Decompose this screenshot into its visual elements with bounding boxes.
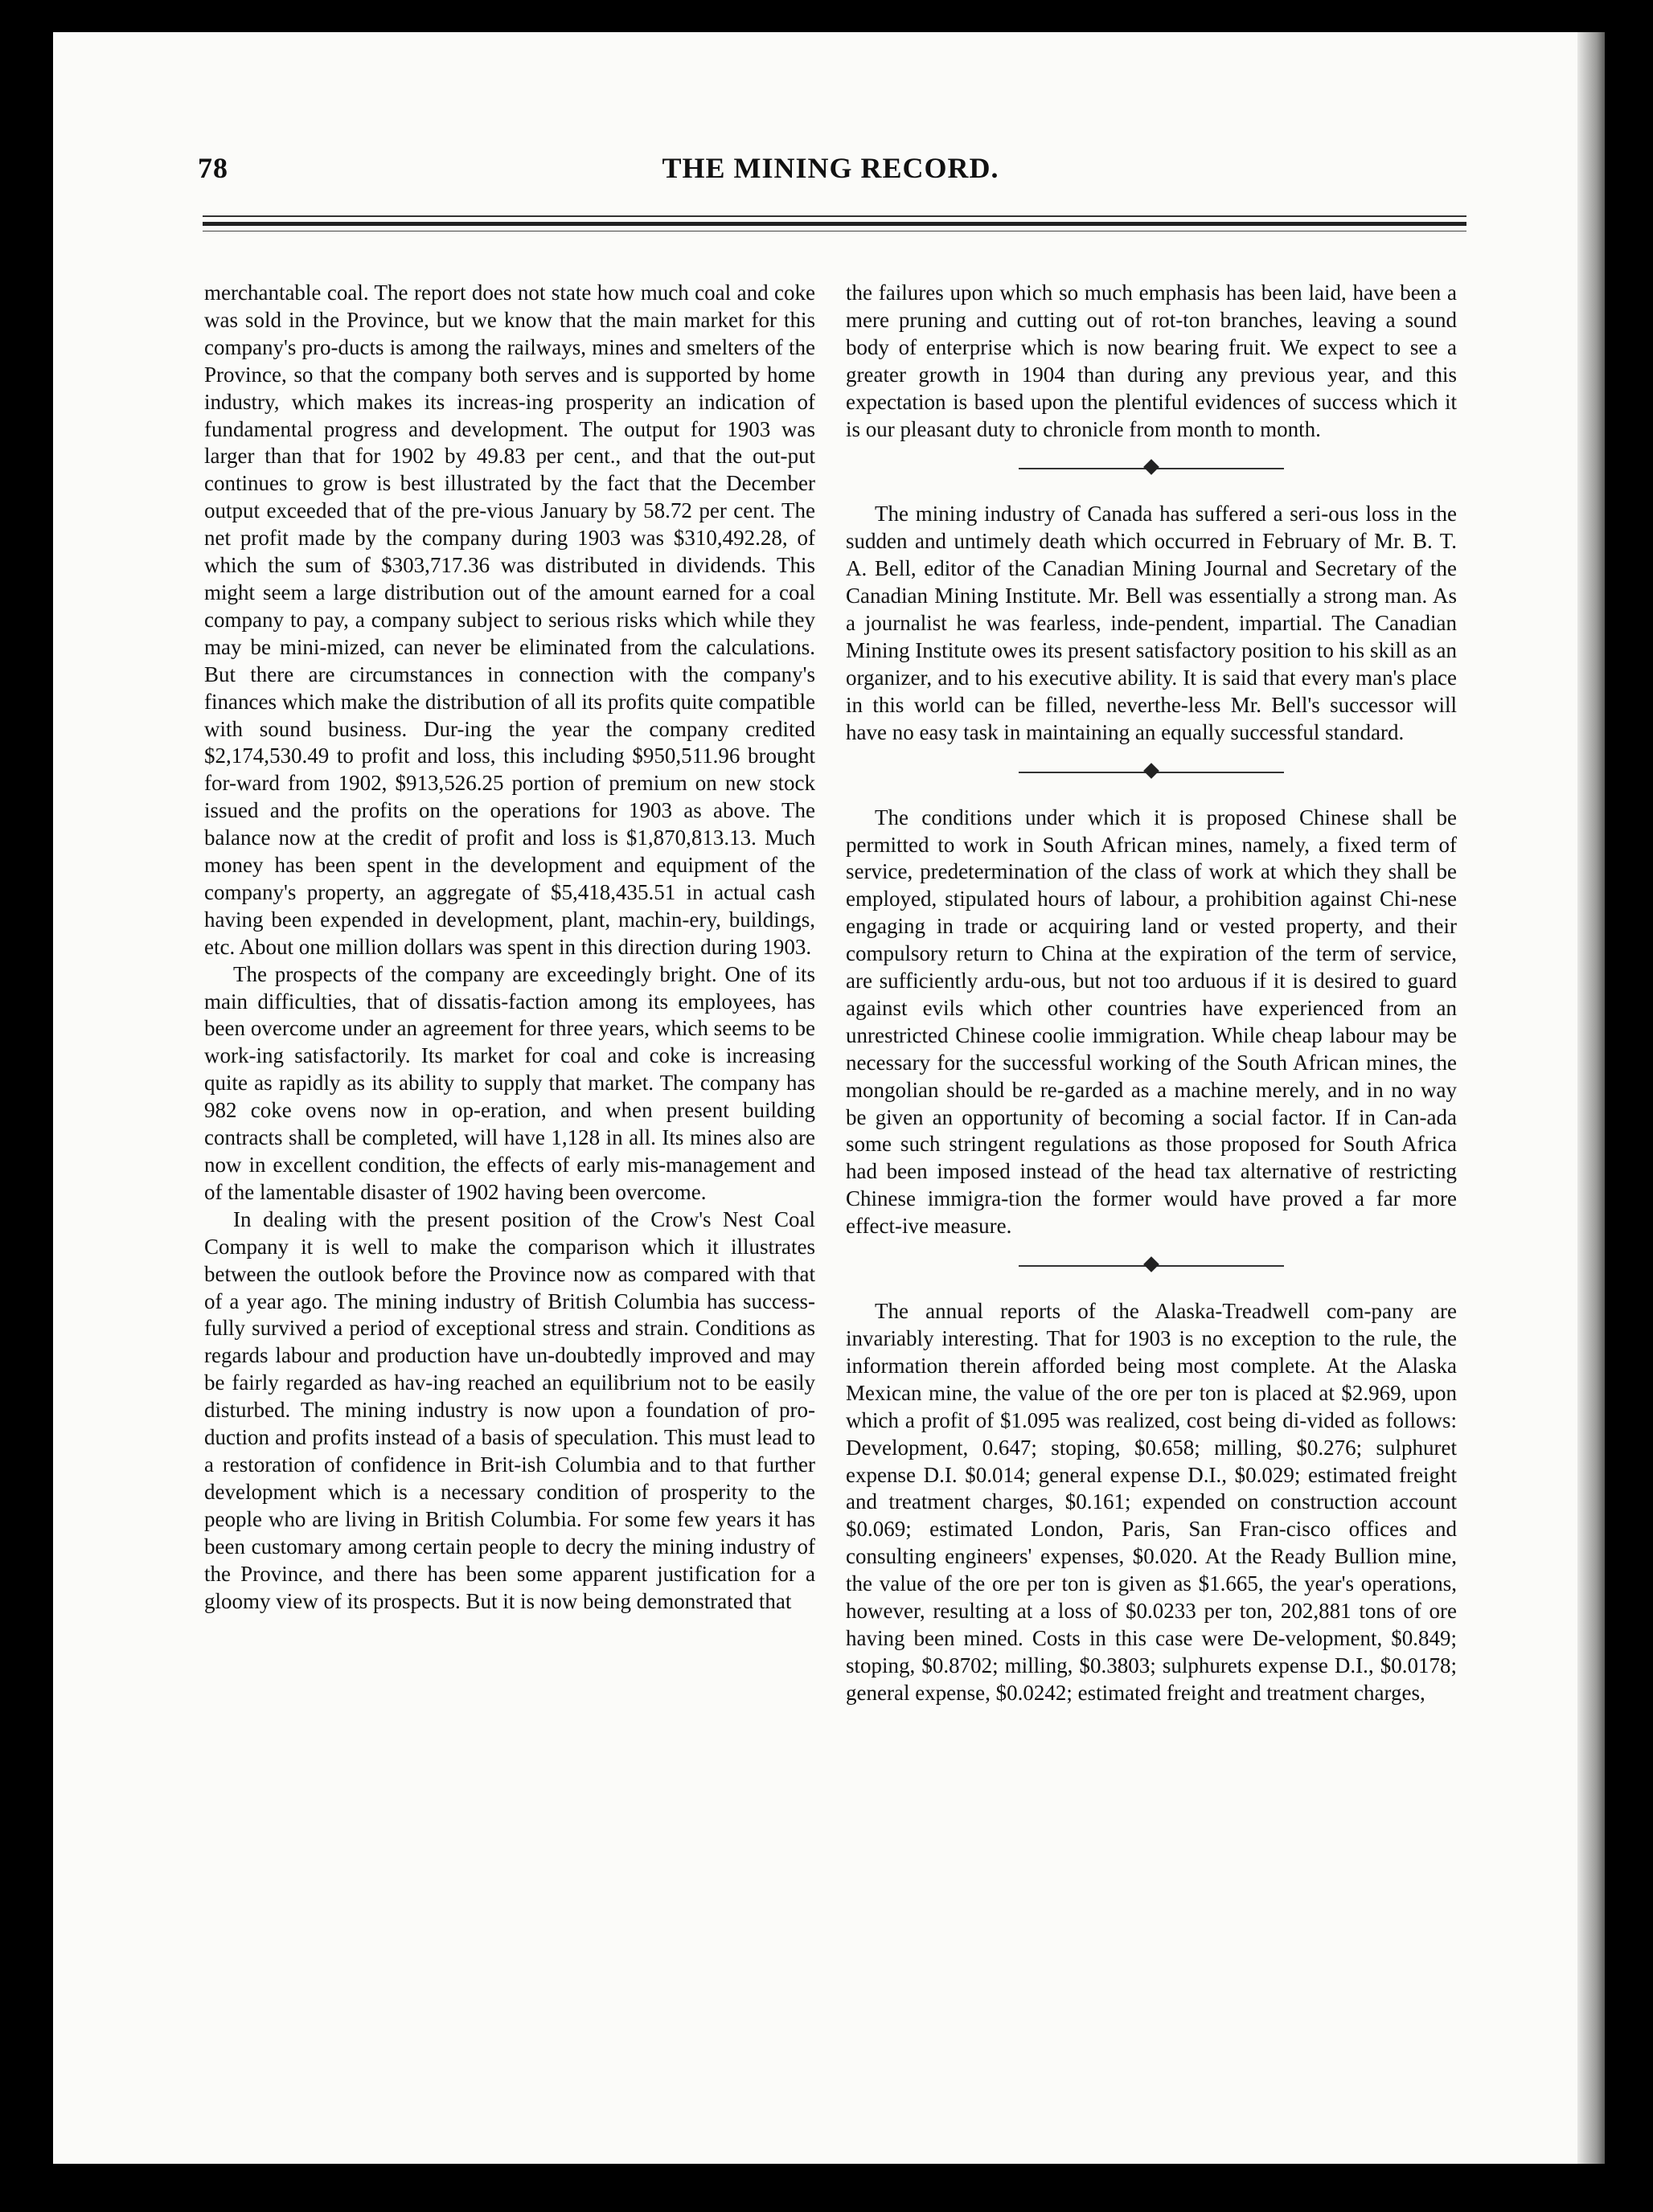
document-page <box>53 32 1605 2164</box>
paragraph-alaska-treadwell: The annual reports of the Alaska-Treadwell com-pany are invariably interesting. That for 1903 is no exception to the rule, the information therein afforded being most complete. At the Alaska Mexican mine, the value of the ore per ton is placed at $2.969, upon which a profit of $1.095 was realized, cost being di-vided as follows: Development, 0.647; stoping, $0.658; milling, $0.276; sulphuret expense D.I. $0.014; general expense D.I., $0.029; estimated freight and treatment charges, $0.161; expended on construction account $0.069; estimated London, Paris, San Fran-cisco offices and consulting engineers' expenses, $0.020. At the Ready Bullion mine, the value of the ore per ton is given as $1.665, the year's operations, however, resulting at a loss of $0.0233 per ton, 202,881 tons of ore having been mined. Costs in this case were De-velopment, $0.849; stoping, $0.8702; milling, $0.3803; sulphurets expense D.I., $0.0178; general expense, $0.0242; estimated freight and treatment charges, <box>846 1299 1457 1705</box>
header-rule-top <box>203 215 1466 217</box>
page-binding-shadow <box>1577 32 1605 2164</box>
section-divider-ornament <box>1019 764 1284 780</box>
header-rule-thick <box>203 222 1466 226</box>
paragraph-bell-obituary: The mining industry of Canada has suffered a seri-ous loss in the sudden and untimely death which occurred in February of Mr. B. T. A. Bell, editor of the Canadian Mining Journal and Secretary of the Canadian Mining Institute. Mr. Bell was essentially a strong man. As a journalist he was fearless, inde-pendent, impartial. The Canadian Mining Institute owes its present satisfactory position to his skill as an organizer, and to his executive ability. It is said that every man's place in this world can be filled, neverthe-less Mr. Bell's successor will have no easy task in maintaining an equally successful standard. <box>846 502 1457 744</box>
left-column <box>204 280 815 1615</box>
paragraph-province-outlook: In dealing with the present position of the Crow's Nest Coal Company it is well to make the comparison which it illustrates between the outlook before the Province now as compared with that of a year ago. The mining industry of British Columbia has success-fully survived a period of exceptional stress and strain. Conditions as regards labour and production have un-doubtedly improved and may be fairly regarded as hav-ing reached an equilibrium not to be easily disturbed. The mining industry is now upon a foundation of pro-duction and profits instead of a basis of speculation. This must lead to a restoration of confidence in Brit-ish Columbia and to that further development which is a necessary condition of prosperity to the people who are living in British Columbia. For some few years it has been customary among certain people to decry the mining industry of the Province, and there has been some apparent justification for a gloomy view of its prospects. But it is now being demonstrated that <box>204 1206 815 1613</box>
section-divider-ornament <box>1019 1258 1284 1274</box>
paragraph-chinese-labour: The conditions under which it is proposed Chinese shall be permitted to work in South African mines, namely, a fixed term of service, predetermination of the class of work at which they shall be employed, stipulated hours of labour, a prohibition against Chi-nese engaging in trade or acquiring land or vested property, and their compulsory return to China at the expiration of the term of service, are sufficiently ardu-ous, but not too arduous if it is desired to guard against evils which other countries have experienced from an unrestricted Chinese coolie immigration. While cheap labour may be necessary for the successful working of the South African mines, the mongolian should be re-garded as a machine merely, and in no way be given an opportunity of becoming a social factor. If in Can-ada some such stringent regulations as those proposed for South Africa had been imposed instead of the head tax alternative of restricting Chinese immigra-tion the former would have proved a far more effect-ive measure. <box>846 805 1457 1239</box>
journal-title: THE MINING RECORD. <box>662 152 999 184</box>
page-number: 78 <box>198 152 228 184</box>
paragraph-outlook-continued: the failures upon which so much emphasis has been laid, have been a mere pruning and cutting out of rot-ton branches, leaving a sound body of enterprise which is now bearing fruit. We expect to see a greater growth in 1904 than during any previous year, and this expectation is based upon the plentiful evidences of success which it is our pleasant duty to chronicle from month to month. <box>846 281 1457 441</box>
paragraph-company-prospects: The prospects of the company are exceedingly bright. One of its main difficulties, that of dissatis-faction among its employees, has been overcome under an agreement for three years, which seems to be work-ing satisfactorily. Its market for coal and coke is increasing quite as rapidly as its ability to supply that market. The company has 982 coke ovens now in op-eration, and when present building contracts shall be completed, will have 1,128 in all. Its mines also are now in excellent condition, the effects of early mis-management and of the lamentable disaster of 1902 having been overcome. <box>204 961 815 1204</box>
paragraph-crows-nest-report: merchantable coal. The report does not state how much coal and coke was sold in the Province, but we know that the main market for this company's pro-ducts is among the railways, mines and smelters of the Province, so that the company both serves and is supported by home industry, which makes its increas-ing prosperity an indication of fundamental progress and development. The output for 1903 was larger than that for 1902 by 49.83 per cent., and that the out-put continues to grow is best illustrated by the fact that the December output exceeded that of the pre-vious January by 58.72 per cent. The net profit made by the company during 1903 was $310,492.28, of which the sum of $303,717.36 was distributed in dividends. This might seem a large distribution out of the amount earned for a coal company to pay, a company subject to serious risks which while they may be mini-mized, can never be eliminated from the calculations. But there are circumstances in connection with the company's finances which make the distribution of all its profits quite compatible with sound business. Dur-ing the year the company credited $2,174,530.49 to profit and loss, this including $950,511.96 brought for-ward from 1902, $913,526.25 portion of premium on new stock issued and the profits on the operations for 1903 as above. The balance now at the credit of profit and loss is $1,870,813.13. Much money has been spent in the development and equipment of the company's property, an aggregate of $5,418,435.51 in actual cash having been expended in development, plant, machin-ery, buildings, etc. About one million dollars was spent in this direction during 1903. <box>204 281 815 959</box>
section-divider-ornament <box>1019 461 1284 477</box>
page-header <box>198 151 1463 199</box>
right-column <box>846 280 1457 1707</box>
